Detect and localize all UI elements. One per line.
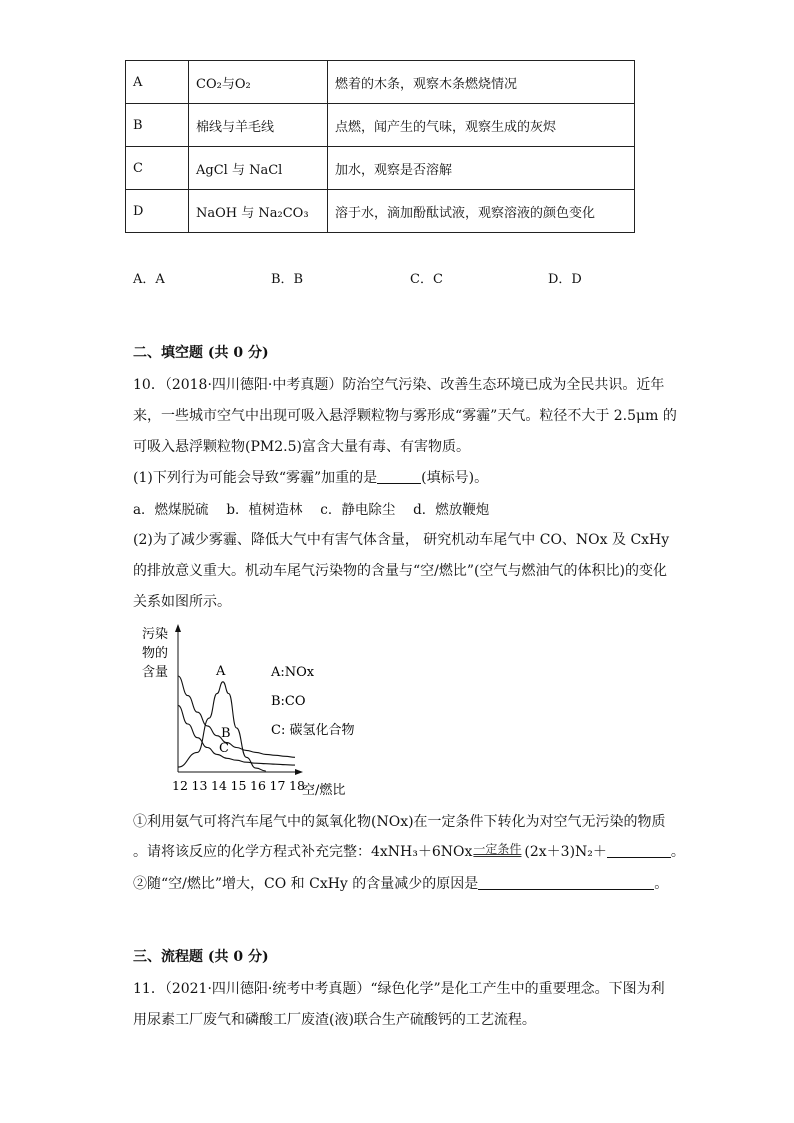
section-heading-fill-in: 二、填空题 (共 0 分) [133, 345, 269, 361]
q10-sub2-text: ②随“空/燃比”增大，CO 和 CxHy 的含量减少的原因是 [133, 876, 479, 892]
q10-part1-text: (1)下列行为可能会导致“雾霾”加重的是 [133, 470, 378, 486]
q11-line-1: 11．（2021·四川德阳·统考中考真题）“绿色化学”是化工产生中的重要理念。下图为利 [133, 981, 665, 997]
answer-blank[interactable] [478, 875, 654, 890]
q10-part1-suffix: (填标号)。 [421, 470, 489, 486]
q10-line-6: (2)为了减少雾霾、降低大气中有害气体含量， 研究机动车尾气中 CO、NOx 及 CxHy [133, 532, 670, 548]
row-label: A [126, 61, 189, 104]
x-tick-label: 12 [172, 778, 188, 793]
reaction-condition: 一定条件 [473, 842, 522, 856]
pollutant-chart [130, 622, 380, 800]
y-axis-label-line-1: 污染 [142, 627, 169, 642]
q10-line-7: 的排放意义重大。机动车尾气污染物的含量与“空/燃比”(空气与燃油气的体积比)的变化 [133, 563, 667, 579]
table-row [126, 104, 635, 147]
legend-b: B:CO [271, 694, 306, 709]
table-row [126, 61, 635, 104]
y-axis-label-line-2: 物的 [142, 646, 169, 661]
y-axis-label-line-3: 含量 [142, 665, 169, 680]
q10-sub2-end: 。 [654, 876, 669, 892]
x-tick-label: 17 [269, 778, 286, 793]
choice-d[interactable]: D．D [548, 272, 582, 287]
q10-part1 [133, 467, 488, 487]
row-label: B [126, 104, 189, 147]
row-label: D [126, 190, 189, 233]
curve-label-b: B [221, 726, 231, 741]
legend-c: C: 碳氢化合物 [271, 723, 355, 738]
y-axis-arrow [175, 624, 181, 632]
curve-label-c: C [219, 741, 229, 756]
x-tick-label: 15 [230, 778, 247, 793]
q10-options: a．燃煤脱硫 b．植树造林 c．静电除尘 d．燃放鞭炮 [133, 502, 490, 518]
table-row [126, 147, 635, 190]
q10-sub1-line-1: ①利用氨气可将汽车尾气中的氮氧化物(NOx)在一定条件下转化为对空气无污染的物质 [133, 814, 666, 830]
q10-sub1-line-2 [133, 841, 685, 861]
x-axis-label: 空/燃比 [302, 783, 346, 798]
x-axis-arrow [295, 769, 303, 775]
x-tick-label: 13 [191, 778, 208, 793]
answer-blank[interactable] [377, 469, 421, 484]
choice-c[interactable]: C．C [410, 272, 443, 287]
options-table [125, 60, 635, 233]
q11-line-2: 用尿素工厂废气和磷酸工厂废渣(液)联合生产硫酸钙的工艺流程。 [133, 1012, 536, 1028]
curve-label-a: A [216, 664, 226, 679]
q10-sub2 [133, 873, 668, 893]
equation-end: 。 [670, 844, 685, 860]
x-tick-label: 14 [211, 778, 227, 793]
substance-pair: NaOH 与 Na₂CO₃ [189, 190, 328, 233]
method: 加水，观察是否溶解 [328, 147, 635, 190]
method: 点燃，闻产生的气味，观察生成的灰烬 [328, 104, 635, 147]
series-line-b [178, 676, 295, 757]
choice-b[interactable]: B．B [271, 272, 304, 287]
choice-a[interactable]: A．A [133, 272, 165, 287]
x-tick-labels [172, 778, 305, 793]
x-tick-label: 18 [289, 778, 305, 793]
legend-a: A:NOx [271, 665, 315, 680]
method: 燃着的木条，观察木条燃烧情况 [328, 61, 635, 104]
row-label: C [126, 147, 189, 190]
substance-pair: CO₂与O₂ [189, 61, 328, 104]
q10-line-3: 可吸入悬浮颗粒物(PM2.5)富含大量有毒、有害物质。 [133, 439, 470, 455]
table-row [126, 190, 635, 233]
q10-line-8: 关系如图所示。 [133, 594, 231, 610]
substance-pair: 棉线与羊毛线 [189, 104, 328, 147]
q10-line-1: 10．（2018·四川德阳·中考真题）防治空气污染、改善生态环境已成为全民共识。近年 [133, 377, 665, 393]
x-tick-label: 16 [250, 778, 266, 793]
section-heading-flow: 三、流程题 (共 0 分) [133, 949, 269, 965]
equation-products: (2x＋3)N₂＋ [524, 844, 607, 860]
substance-pair: AgCl 与 NaCl [189, 147, 328, 190]
answer-blank[interactable] [607, 843, 671, 858]
equation-prefix: 。请将该反应的化学方程式补充完整：4xNH₃＋6NOx [133, 844, 473, 860]
reaction-condition-arrow [472, 844, 524, 858]
method: 溶于水，滴加酚酞试液，观察溶液的颜色变化 [328, 190, 635, 233]
q10-line-2: 来，一些城市空气中出现可吸入悬浮颗粒物与雾形成“雾霾”天气。粒径不大于 2.5μm 的 [133, 408, 677, 424]
